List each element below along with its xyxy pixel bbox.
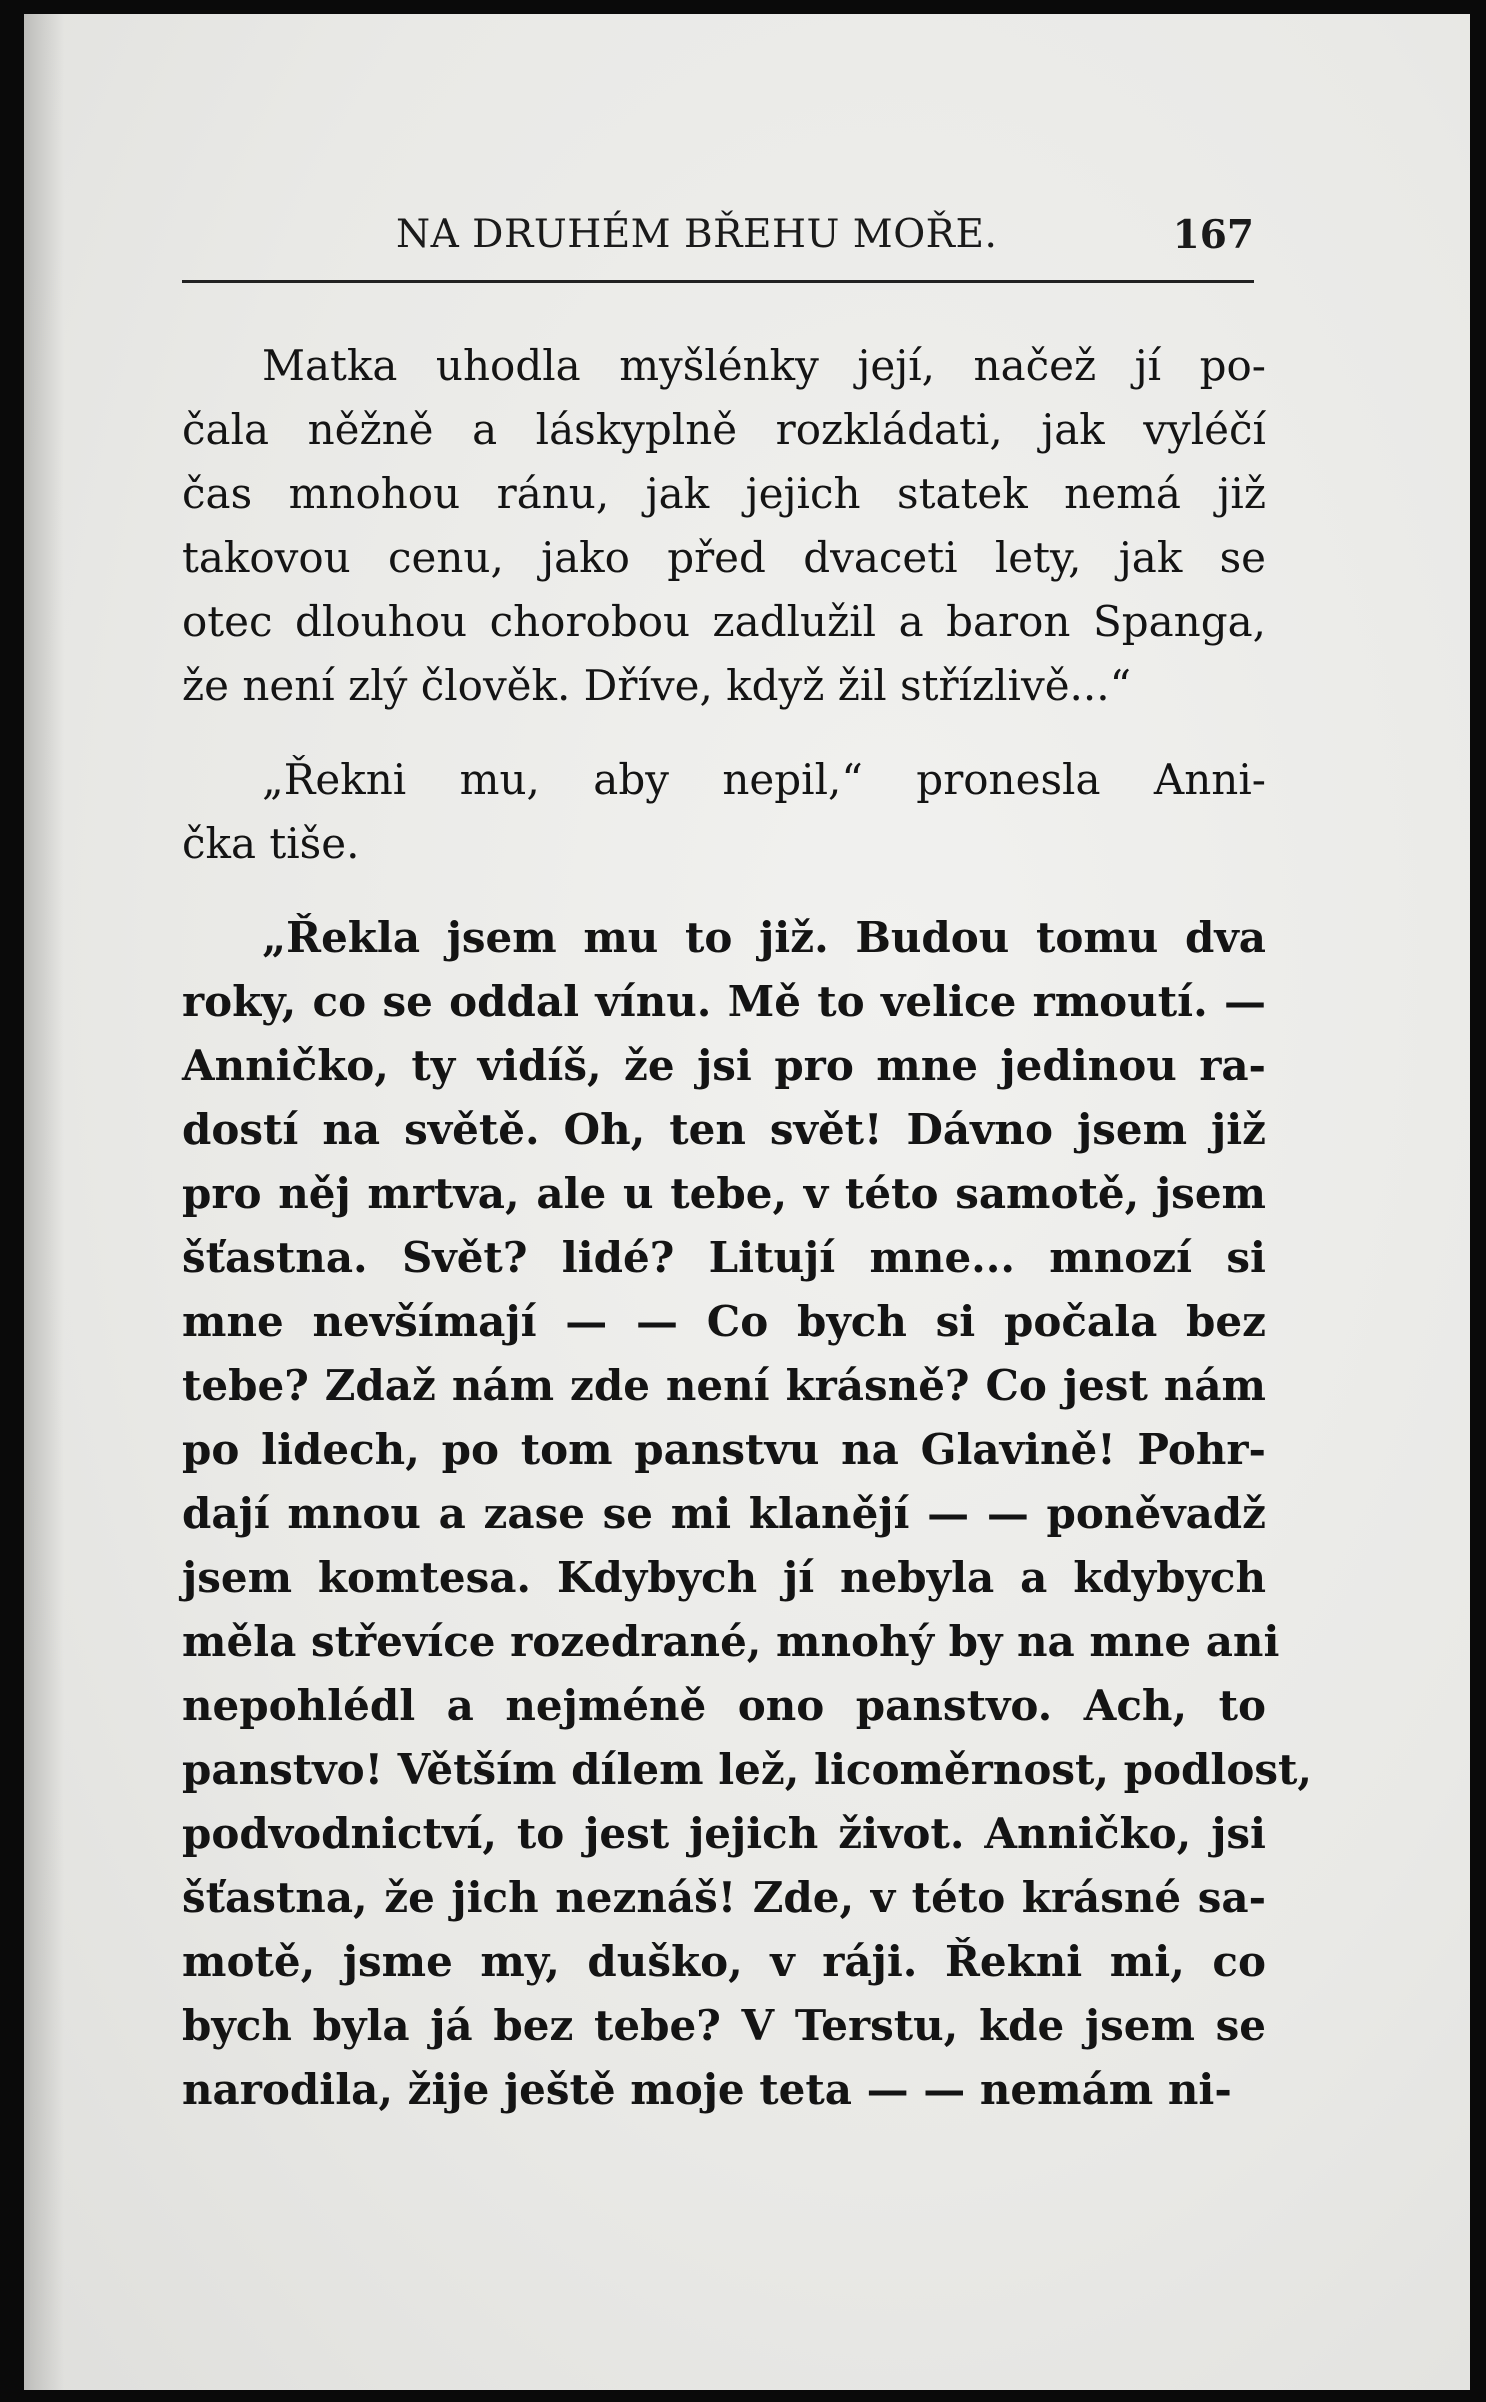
text-line: „Řekni mu, aby nepil,“ pronesla Anni- [262,755,1266,804]
text-line: dají mnou a zase se mi klanějí — — poněvadž [182,1489,1266,1538]
text-line: takovou cenu, jako před dvaceti lety, jak se [182,533,1266,582]
text-line: čka tiše. [182,819,360,868]
text-line: čala něžně a láskyplně rozkládati, jak vyléčí [182,405,1266,454]
paragraph [182,748,1266,876]
page-number: 167 [1172,212,1254,258]
text-line: šťastna, že jich neznáš! Zde, v této krásné sa- [182,1873,1266,1922]
text-line: po lidech, po tom panstvu na Glavině! Pohr- [182,1425,1266,1474]
text-line: roky, co se oddal vínu. Mě to velice rmoutí. — [182,977,1266,1026]
book-page [24,14,1470,2390]
paragraph [182,906,1313,2122]
text-line: že není zlý člověk. Dříve, když žil střízlivě...“ [182,661,1132,710]
body-text [182,334,1313,2122]
text-line: měla střevíce rozedrané, mnohý by na mne ani [182,1617,1280,1666]
spine-shadow [24,14,64,2390]
text-line: motě, jsme my, duško, v ráji. Řekni mi, co [182,1937,1266,1986]
paragraph [182,334,1266,718]
text-line: „Řekla jsem mu to již. Budou tomu dva [262,913,1266,962]
text-line: mne nevšímají — — Co bych si počala bez [182,1297,1266,1346]
text-line: bych byla já bez tebe? V Terstu, kde jsem se [182,2001,1266,2050]
text-line: tebe? Zdaž nám zde není krásně? Co jest nám [182,1361,1266,1410]
text-line: dostí na světě. Oh, ten svět! Dávno jsem již [182,1105,1266,1154]
paragraph-gap [182,718,1266,748]
text-line: nepohlédl a nejméně ono panstvo. Ach, to [182,1681,1266,1730]
text-line: čas mnohou ránu, jak jejich statek nemá již [182,469,1266,518]
text-line: šťastna. Svět? lidé? Litují mne... mnozí si [182,1233,1266,1282]
text-line: podvodnictví, to jest jejich život. Anničko, jsi [182,1809,1266,1858]
paragraph-gap [182,876,1266,906]
text-line: jsem komtesa. Kdybych jí nebyla a kdybych [182,1553,1266,1602]
text-line: pro něj mrtva, ale u tebe, v této samotě, jsem [182,1169,1266,1218]
text-line: Anničko, ty vidíš, že jsi pro mne jedinou ra- [182,1041,1266,1090]
text-line: Matka uhodla myšlénky její, načež jí po- [262,341,1266,390]
running-title: NA DRUHÉM BŘEHU MOŘE. [396,212,998,257]
text-line: panstvo! Větším dílem lež, licoměrnost, podlost, [182,1745,1313,1794]
page-header [396,212,1254,272]
text-line: narodila, žije ještě moje teta — — nemám ni- [182,2065,1232,2114]
text-line: otec dlouhou chorobou zadlužil a baron Spanga, [182,597,1266,646]
header-rule [182,280,1254,283]
